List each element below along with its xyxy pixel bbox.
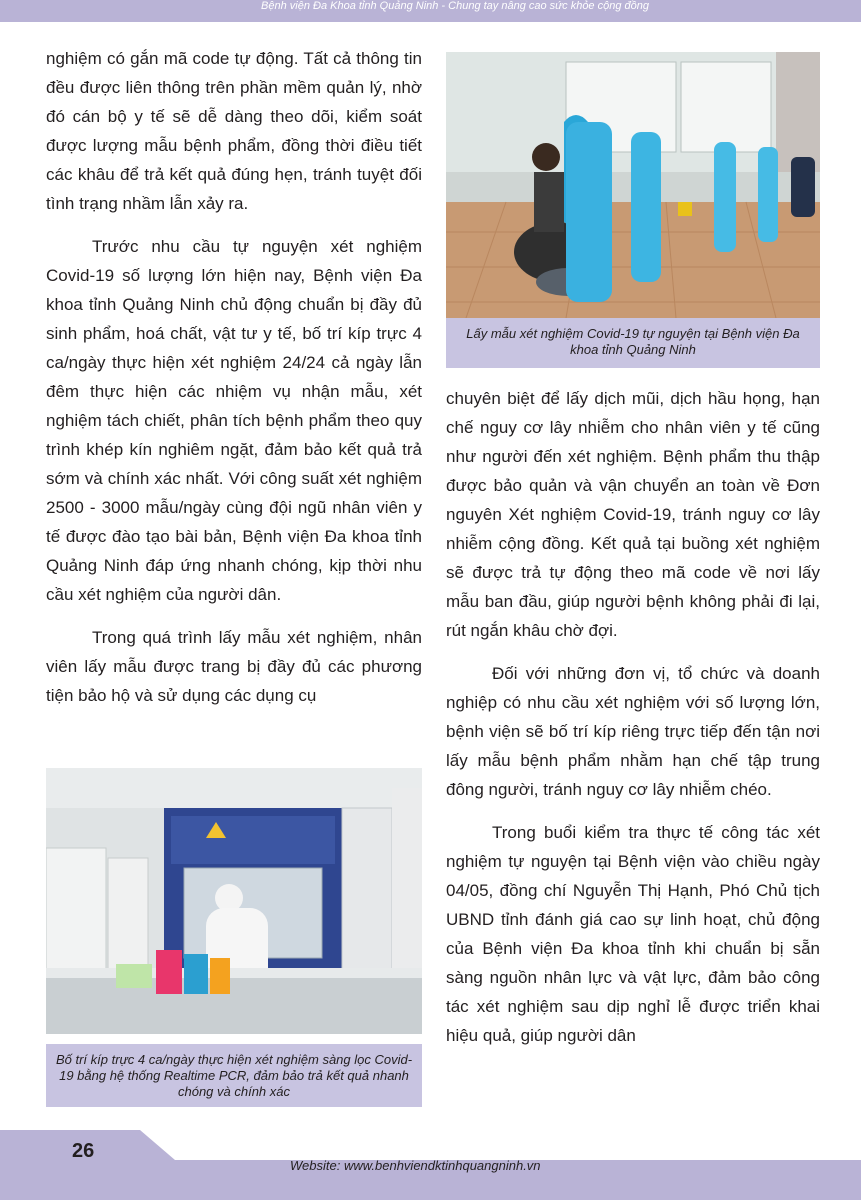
right-column xyxy=(446,384,820,1050)
photo-sample-collection xyxy=(446,52,820,318)
photo-sample-collection-illustration xyxy=(446,52,820,318)
paragraph: chuyên biệt để lấy dịch mũi, dịch hầu họng, hạn chế nguy cơ lây nhiễm cho nhân viên y tế cũng như người đến xét nghiệm. Bệnh phẩm thu thập được bảo quản và vận chuyển an toàn về Đơn nguyên Xét nghiệm Covid-19, tránh nguy cơ lây nhiễm cộng đồng. Kết quả tại buồng xét nghiệm sẽ được trả tự động theo mã code về nơi lấy mẫu ban đầu, giúp người bệnh không phải đi lại, rút ngắn khâu chờ đợi. xyxy=(446,389,820,640)
photo-pcr-lab xyxy=(46,768,422,1034)
photo-pcr-lab-illustration xyxy=(46,768,422,1034)
figure-caption-top: Lấy mẫu xét nghiệm Covid-19 tự nguyện tại Bệnh viện Đa khoa tỉnh Quảng Ninh xyxy=(446,318,820,368)
paragraph: Trong buổi kiểm tra thực tế công tác xét nghiệm tự nguyện tại Bệnh viện vào chiều ngày 04/05, đồng chí Nguyễn Thị Hạnh, Phó Chủ tịch UBND tỉnh đánh giá cao sự linh hoạt, chủ động của Bệnh viện Đa khoa tỉnh khi chuẩn bị sẵn sàng nguồn nhân lực và vật lực, đảm bảo công tác xét nghiệm sau dịp nghỉ lễ được triển khai hiệu quả, giúp người dân xyxy=(446,823,820,1045)
running-header: Bệnh viện Đa Khoa tỉnh Quảng Ninh - Chung tay nâng cao sức khỏe cộng đồng xyxy=(261,0,649,12)
paragraph: Trong quá trình lấy mẫu xét nghiệm, nhân viên lấy mẫu được trang bị đầy đủ các phương tiện bảo hộ và sử dụng các dụng cụ xyxy=(46,628,422,705)
paragraph: Đối với những đơn vị, tổ chức và doanh nghiệp có nhu cầu xét nghiệm với số lượng lớn, bệnh viện sẽ bố trí kíp riêng trực tiếp đến tận nơi lấy mẫu bệnh phẩm nhằm hạn chế tập trung đông người, tránh nguy cơ lây nhiễm chéo. xyxy=(446,664,820,799)
left-column-top xyxy=(46,44,422,710)
figure-caption-bottom: Bố trí kíp trực 4 ca/ngày thực hiện xét nghiệm sàng lọc Covid-19 bằng hệ thống Realtime PCR, đảm bảo trả kết quả nhanh chóng và chính xác xyxy=(46,1044,422,1107)
paragraph: nghiệm có gắn mã code tự động. Tất cả thông tin đều được liên thông trên phần mềm quản lý, nhờ đó cán bộ y tế sẽ dễ dàng theo dõi, kiểm soát được lượng mẫu bệnh phẩm, đồng thời điều tiết các khâu để trả kết quả đúng hẹn, tránh tuyệt đối tình trạng nhầm lẫn xảy ra. xyxy=(46,49,422,213)
page-number: 26 xyxy=(72,1140,95,1162)
footer-website: Website: www.benhviendktinhquangninh.vn xyxy=(290,1158,541,1173)
paragraph: Trước nhu cầu tự nguyện xét nghiệm Covid-19 số lượng lớn hiện nay, Bệnh viện Đa khoa tỉnh Quảng Ninh chủ động chuẩn bị đầy đủ sinh phẩm, hoá chất, vật tư y tế, bố trí kíp trực 4 ca/ngày thực hiện xét nghiệm 24/24 cả ngày lẫn đêm thực hiện các nhiệm vụ nhận mẫu, xét nghiệm tách chiết, phân tích bệnh phẩm theo quy trình khép kín nghiêm ngặt, đảm bảo kết quả trả sớm và chính xác nhất. Với công suất xét nghiệm 2500 - 3000 mẫu/ngày cùng đội ngũ nhân viên y tế được đào tạo bài bản, Bệnh viện Đa khoa tỉnh Quảng Ninh đáp ứng nhanh chóng, kịp thời nhu cầu xét nghiệm của người dân. xyxy=(46,237,422,604)
